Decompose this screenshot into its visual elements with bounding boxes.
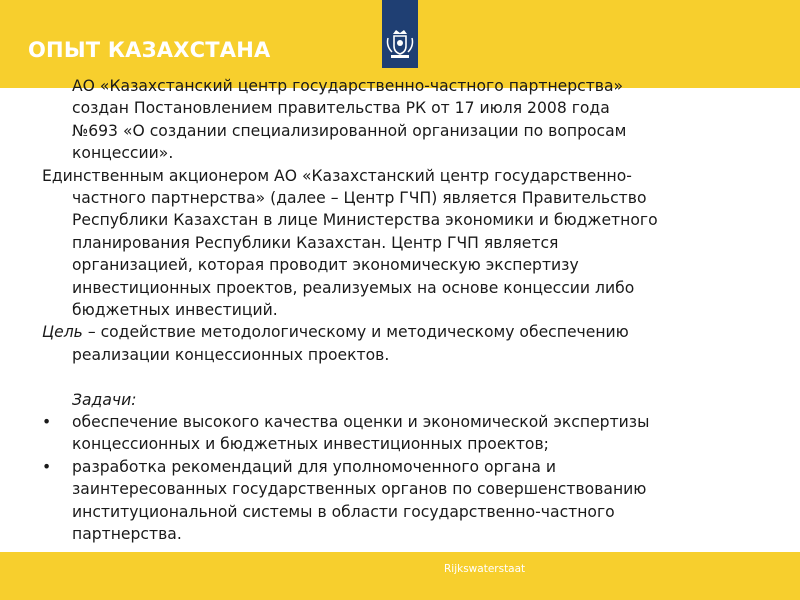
footer-brand: Rijkswaterstaat bbox=[444, 563, 526, 575]
goal-label: Цель bbox=[42, 323, 83, 342]
paragraph-shareholder: Единственным акционером АО «Казахстанский центр государственно- частного партнерства» (далее – Центр ГЧП) является Правительство Республики Казахстан в лице Министерства экономики и бюджетного планирования Республики Казахстан. Центр ГЧП является организацией, которая проводит экономическую экспертизу инвестиционных проектов, реализуемых на основе концессии либо бюджетных инвестиций. bbox=[42, 166, 658, 320]
list-item-task-2: • разработка рекомендаций для уполномоченного органа и заинтересованных государственных органов по совершенствованию институциональной системы в области государственно-частного партнерства. bbox=[42, 457, 647, 544]
bullet: • bbox=[42, 413, 52, 432]
slide-title: ОПЫТ КАЗАХСТАНА bbox=[28, 38, 271, 62]
goal-text: – содействие методологическому и методическому обеспечению bbox=[82, 323, 629, 342]
paragraph-founding: АО «Казахстанский центр государственно-частного партнерства» создан Постановлением правительства РК от 17 июля 2008 года №693 «О создании специализированной организации по вопросам концессии». bbox=[72, 77, 627, 163]
coat-of-arms-icon bbox=[385, 28, 415, 60]
list-item-task-1: • обеспечение высокого качества оценки и экономической экспертизы концессионных и бюджетных инвестиционных проектов; bbox=[42, 413, 650, 454]
footer-band bbox=[0, 552, 800, 600]
spacer bbox=[42, 366, 762, 388]
logo-bar bbox=[382, 0, 418, 68]
paragraph-goal: Цель – содействие методологическому и методическому обеспечению реализации концессионных проектов. bbox=[42, 323, 629, 364]
tasks-heading: Задачи: bbox=[72, 390, 137, 409]
bullet: • bbox=[42, 457, 52, 476]
slide-body bbox=[42, 75, 762, 546]
